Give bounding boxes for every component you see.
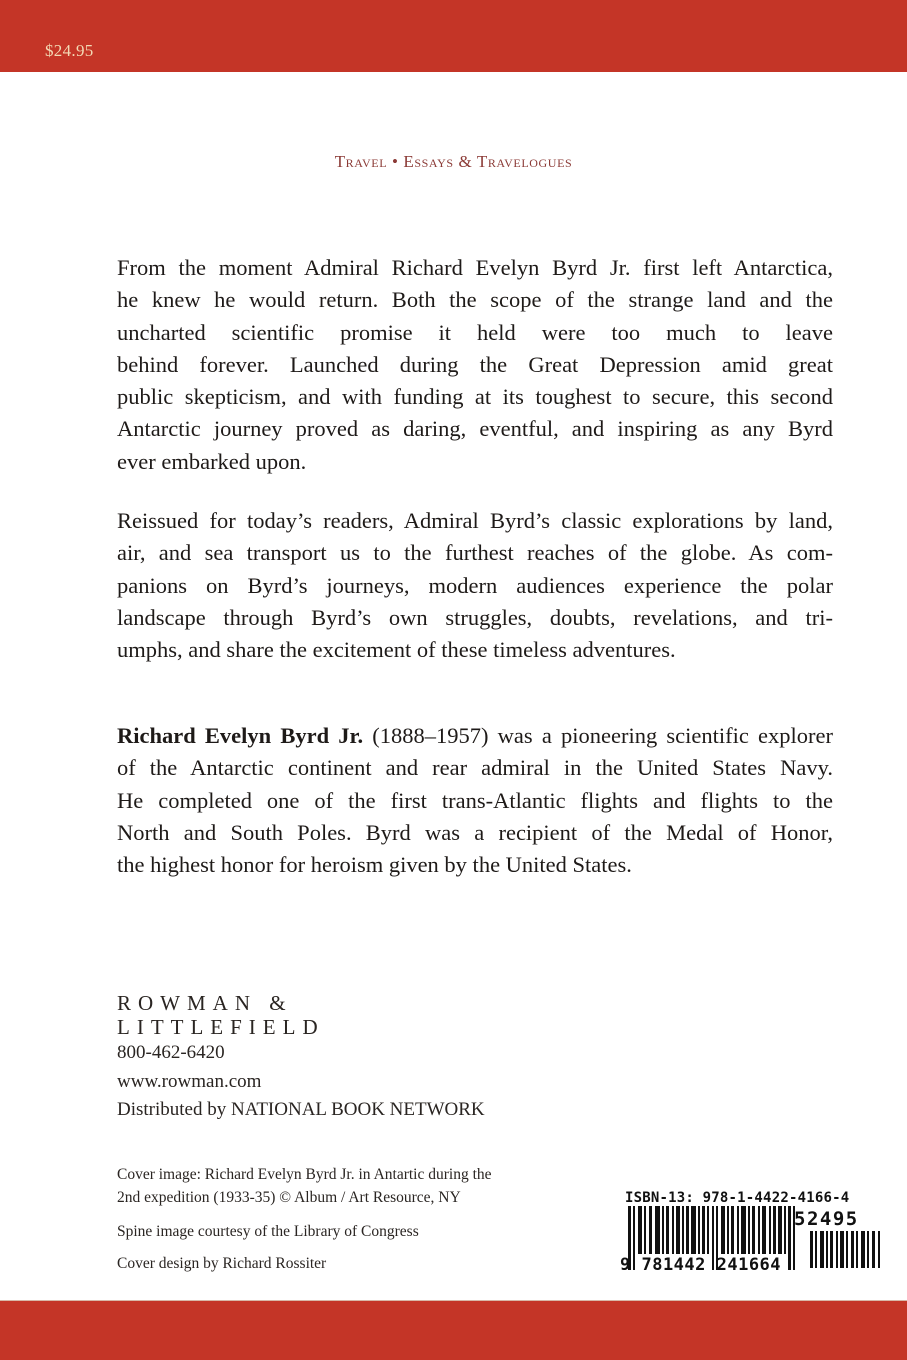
- description-paragraph-2: [117, 505, 833, 666]
- author-name: Richard Evelyn Byrd Jr.: [117, 723, 364, 748]
- barcode-addon-digits: 52495: [794, 1208, 859, 1230]
- text-line: behind forever. Launched during the Great Depression amid great: [117, 351, 833, 377]
- text-line: umphs, and share the excitement of these timeless adventures.: [117, 637, 676, 663]
- spine-image-credit: Spine image courtesy of the Library of Congress: [117, 1223, 419, 1240]
- price-label: $24.95: [45, 41, 94, 60]
- text-line: air, and sea transport us to the furthest reaches of the globe. As com-: [117, 540, 833, 566]
- text-line: From the moment Admiral Richard Evelyn Byrd Jr. first left Antarctica,: [117, 255, 833, 280]
- author-bio: [117, 720, 833, 881]
- publisher-website[interactable]: www.rowman.com: [117, 1071, 262, 1092]
- text-line: Reissued for today’s readers, Admiral Byrd’s classic explorations by land,: [117, 508, 833, 533]
- text-line: Antarctic journey proved as daring, eventful, and inspiring as any Byrd: [117, 416, 833, 442]
- publisher-name-line-2: LITTLEFIELD: [117, 1015, 325, 1039]
- barcode-ean-digits: 9 781442 241664: [620, 1255, 782, 1275]
- bottom-color-band: [0, 1301, 907, 1360]
- text-line: the highest honor for heroism given by the United States.: [117, 852, 632, 878]
- isbn-label: ISBN-13: 978-1-4422-4166-4: [625, 1190, 850, 1206]
- text-line: He completed one of the first trans-Atlantic flights and flights to the: [117, 787, 833, 813]
- text-line: public skepticism, and with funding at its toughest to secure, this second: [117, 384, 833, 410]
- publisher-name-line-1: ROWMAN &: [117, 991, 293, 1015]
- text-line: of the Antarctic continent and rear admiral in the United States Navy.: [117, 755, 833, 781]
- top-color-band: [0, 0, 907, 72]
- publisher-logo: [117, 991, 325, 1039]
- category-heading: Travel • Essays & Travelogues: [334, 152, 573, 171]
- text-line: North and South Poles. Byrd was a recipient of the Medal of Honor,: [117, 819, 833, 845]
- publisher-phone: 800-462-6420: [117, 1042, 225, 1063]
- text-line: uncharted scientific promise it held were too much to leave: [117, 319, 833, 345]
- distributor-line: Distributed by NATIONAL BOOK NETWORK: [117, 1099, 485, 1120]
- text-line: panions on Byrd’s journeys, modern audiences experience the polar: [117, 572, 833, 598]
- description-paragraph-1: [117, 252, 833, 478]
- text-line: he knew he would return. Both the scope of the strange land and the: [117, 287, 833, 313]
- text-line: [117, 720, 833, 752]
- cover-design-credit: Cover design by Richard Rossiter: [117, 1255, 327, 1272]
- cover-image-credit-line-2: 2nd expedition (1933-35) © Album / Art Resource, NY: [117, 1189, 461, 1206]
- text-line: ever embarked upon.: [117, 448, 307, 474]
- cover-image-credit-line-1: Cover image: Richard Evelyn Byrd Jr. in Antartic during the: [117, 1166, 492, 1183]
- text-line: landscape through Byrd’s own struggles, doubts, revelations, and tri-: [117, 604, 833, 630]
- author-dates-text: (1888–1957) was a pioneering scientific explorer: [363, 723, 834, 748]
